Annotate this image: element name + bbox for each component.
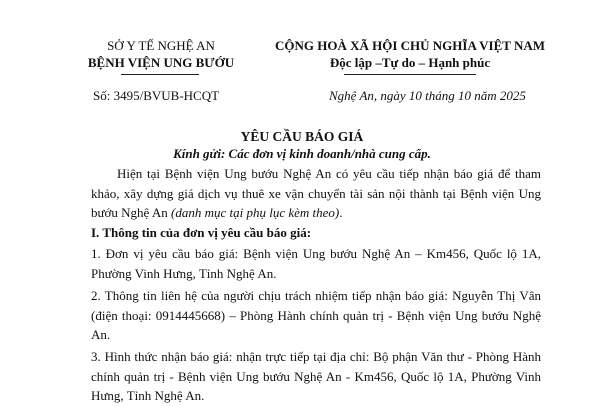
section-heading: I. Thông tin của đơn vị yêu cầu báo giá: [91, 225, 312, 240]
list-item: 2. Thông tin liên hệ của người chịu trách nhiệm tiếp nhận báo giá: Nguyễn Thị Vân (điện thoại: 0914445668) – Phòng Hành chính quản trị - Bệnh viện Ung bướu Nghệ An. [91, 288, 541, 342]
motto: Độc lập –Tự do – Hạnh phúc [329, 55, 491, 70]
nation-name: CỘNG HOÀ XÃ HỘI CHỦ NGHĨA VIỆT NAM [274, 38, 546, 53]
list-item: 3. Hình thức nhận báo giá: nhận trực tiếp tại địa chỉ: Bộ phận Văn thư - Phòng Hành chính quản trị - Bệnh viện Ung bướu Nghệ An - Km456, Quốc lộ 1A, Phường Vinh Hưng, Tỉnh Nghệ An. [91, 349, 541, 403]
intro-text: Hiện tại Bệnh viện Ung bướu Nghệ An có yêu cầu tiếp nhận báo giá để tham khảo, xây dựng giá dịch vụ thuê xe vận chuyển tài sản nội thành tại Bệnh viện Ung bướu Nghệ An [91, 166, 541, 220]
org-name: BỆNH VIỆN UNG BƯỚU [87, 55, 235, 70]
intro-italic: (danh mục tại phụ lục kèm theo) [171, 205, 340, 220]
org-underline [121, 74, 199, 75]
org-parent: SỞ Y TẾ NGHỆ AN [107, 38, 215, 53]
recipient: Kính gửi: Các đơn vị kinh doanh/nhà cung cấp. [173, 146, 431, 161]
list-item: 1. Đơn vị yêu cầu báo giá: Bệnh viện Ung bướu Nghệ An – Km456, Quốc lộ 1A, Phường Vinh Hưng, Tỉnh Nghệ An. [91, 246, 541, 281]
doc-number-label: Số: [93, 88, 111, 103]
document-title: YÊU CẦU BÁO GIÁ [240, 129, 364, 144]
doc-number-suffix: /BVUB-HCQT [139, 88, 220, 103]
intro-paragraph [91, 164, 541, 223]
intro-end: . [339, 205, 343, 220]
doc-number-value: 3495 [113, 88, 140, 103]
doc-number [93, 88, 219, 104]
place-date: Nghệ An, ngày 10 tháng 10 năm 2025 [329, 88, 526, 103]
motto-underline [344, 74, 476, 75]
